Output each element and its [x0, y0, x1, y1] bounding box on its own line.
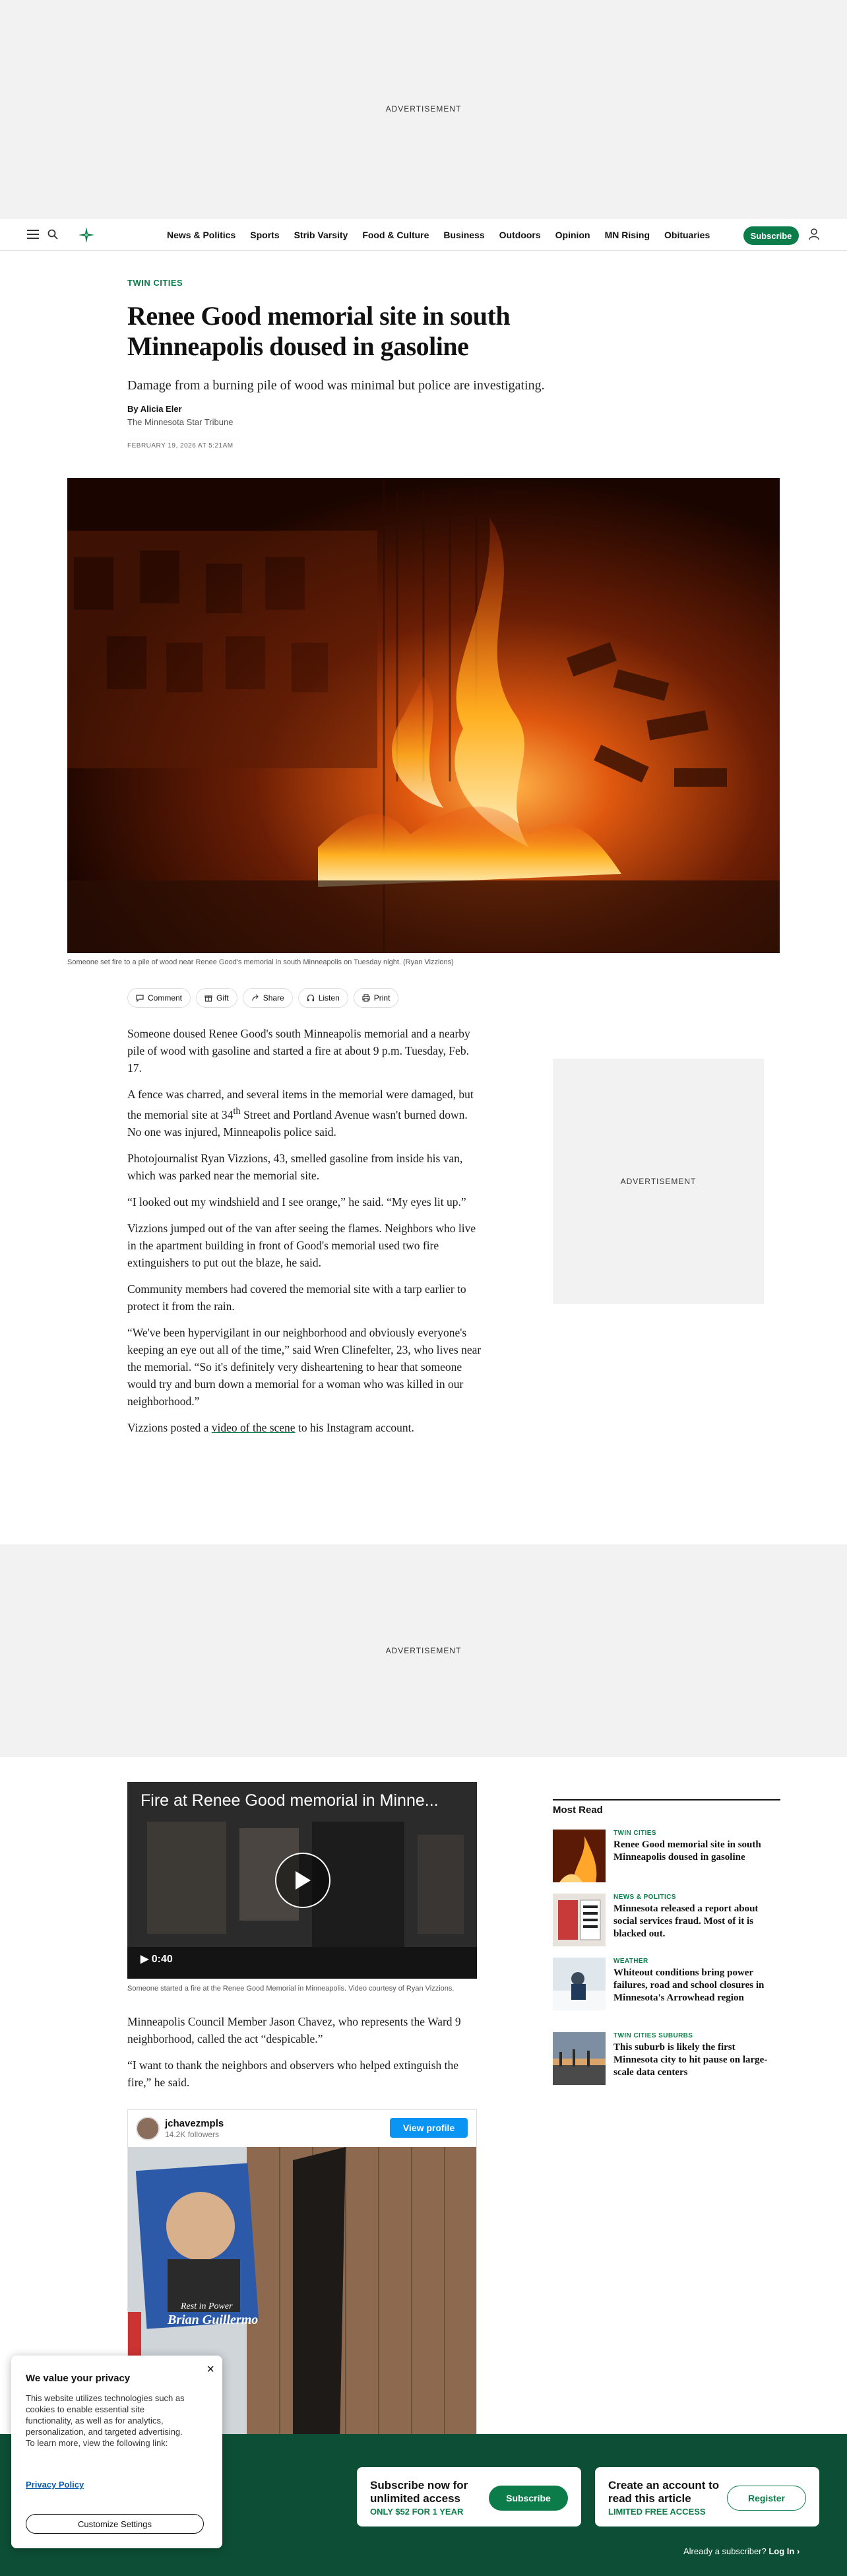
paragraph-text: A fence was charred, and several items in the memorial were damaged, but the memorial site at 34	[127, 1088, 474, 1121]
header-subscribe-button[interactable]: Subscribe	[743, 226, 799, 245]
poster-caption-line-1: Rest in Power	[181, 2301, 233, 2311]
register-card-title: Create an account to read this article	[608, 2479, 720, 2505]
subscribe-card-title: Subscribe now for unlimited access	[370, 2479, 468, 2505]
share-icon	[251, 994, 259, 1002]
article-paragraph: “I looked out my windshield and I see orange,” he said. “My eyes lit up.”	[127, 1195, 466, 1208]
most-read-headline[interactable]: This suburb is likely the first Minnesota city to hit pause on large-scale data centers	[613, 2042, 768, 2078]
user-account-icon[interactable]	[806, 226, 822, 242]
customize-settings-button[interactable]: Customize Settings	[26, 2514, 204, 2534]
video-duration: ▶ 0:40	[141, 1954, 173, 1965]
search-icon[interactable]	[45, 226, 61, 242]
article-paragraph: Photojournalist Ryan Vizzions, 43, smelled gasoline from inside his van, which was parked near the memorial site.	[127, 1151, 463, 1182]
most-read-headline[interactable]: Renee Good memorial site in south Minneapolis doused in gasoline	[613, 1839, 761, 1863]
video-player[interactable]	[127, 1782, 477, 1979]
article-kicker[interactable]: TWIN CITIES	[127, 278, 183, 288]
paragraph-text: to his Instagram account.	[295, 1420, 414, 1434]
most-read-thumbnail[interactable]	[553, 1958, 606, 2010]
ad-label: ADVERTISEMENT	[385, 1646, 462, 1655]
video-of-scene-link[interactable]: video of the scene	[211, 1420, 296, 1434]
byline-author[interactable]: By Alicia Eler	[127, 404, 182, 414]
nav-opinion[interactable]: Opinion	[555, 230, 590, 240]
comment-label: Comment	[148, 993, 183, 1003]
nav-sports[interactable]: Sports	[250, 230, 280, 240]
register-card-sub: LIMITED FREE ACCESS	[608, 2507, 706, 2517]
ad-label: ADVERTISEMENT	[385, 104, 462, 114]
instagram-followers: 14.2K followers	[165, 2130, 220, 2139]
video-caption: Someone started a fire at the Renee Good Memorial in Minneapolis. Video courtesy of Ryan Vizzions.	[127, 1985, 455, 1993]
most-read-title: Most Read	[553, 1804, 603, 1816]
paragraph-text: Vizzions posted a	[127, 1420, 212, 1434]
view-profile-button[interactable]: View profile	[390, 2118, 468, 2138]
mid-advertisement[interactable]	[0, 1544, 847, 1757]
comment-icon	[136, 994, 144, 1002]
most-read-category[interactable]: TWIN CITIES	[613, 1830, 656, 1837]
nav-outdoors[interactable]: Outdoors	[499, 230, 541, 240]
hero-photo-caption: Someone set fire to a pile of wood near Renee Good's memorial in south Minneapolis on Tuesday night. (Ryan Vizzions)	[67, 958, 454, 966]
subscribe-card	[357, 2467, 581, 2526]
most-read-category[interactable]: NEWS & POLITICS	[613, 1894, 676, 1901]
site-header	[0, 218, 847, 251]
share-button[interactable]	[243, 988, 293, 1008]
play-button[interactable]	[275, 1853, 330, 1908]
most-read-thumbnail[interactable]	[553, 1830, 606, 1882]
printer-icon	[362, 994, 370, 1002]
gift-label: Gift	[216, 993, 229, 1003]
article-paragraph: Minneapolis Council Member Jason Chavez, who represents the Ward 9 neighborhood, called the act “despicable.”	[127, 2015, 461, 2045]
article-paragraph	[127, 1419, 484, 1436]
most-read-item[interactable]	[553, 1894, 780, 1946]
ad-label: ADVERTISEMENT	[620, 1177, 697, 1186]
article-paragraph: “We've been hypervigilant in our neighborhood and obviously everyone's keeping an eye out all of the time,” said Wren Clinefelter, 23, who lives near the memorial. “So it's definitely very disheartening to hear that someone would try and burn down a memorial for a woman who was killed in our neighborhood.”	[127, 1325, 482, 1408]
print-label: Print	[373, 993, 391, 1003]
privacy-policy-link[interactable]: Privacy Policy	[26, 2480, 84, 2490]
most-read-headline[interactable]: Minnesota released a report about social services fraud. Most of it is blacked out.	[613, 1903, 759, 1939]
register-button[interactable]: Register	[727, 2486, 806, 2511]
top-advertisement[interactable]	[0, 0, 847, 218]
close-icon[interactable]: ×	[206, 2362, 214, 2377]
listen-button[interactable]	[298, 988, 348, 1008]
article-body	[127, 1025, 484, 1445]
article-headline: Renee Good memorial site in south Minneapolis doused in gasoline	[127, 301, 511, 361]
most-read-item[interactable]	[553, 2032, 780, 2085]
gift-icon	[204, 994, 212, 1002]
subscribe-bar-button[interactable]: Subscribe	[489, 2486, 568, 2511]
headphones-icon	[307, 994, 315, 1002]
poster-caption-line-2: Brian Guillermo	[168, 2313, 259, 2327]
nav-food-culture[interactable]: Food & Culture	[362, 230, 429, 240]
nav-mn-rising[interactable]: MN Rising	[604, 230, 650, 240]
most-read-divider	[553, 1799, 780, 1800]
ordinal-suffix: th	[233, 1106, 241, 1117]
byline-organization: The Minnesota Star Tribune	[127, 417, 234, 427]
most-read-category[interactable]: TWIN CITIES SUBURBS	[613, 2032, 693, 2039]
video-title: Fire at Renee Good memorial in Minne...	[141, 1791, 439, 1810]
listen-label: Listen	[318, 993, 340, 1003]
most-read-item[interactable]	[553, 1958, 780, 2010]
article-paragraph: Community members had covered the memorial site with a tarp earlier to protect it from the rain.	[127, 1282, 466, 1313]
subscribe-card-price: ONLY $52 FOR 1 YEAR	[370, 2507, 464, 2517]
hamburger-menu-icon[interactable]	[25, 226, 41, 242]
article-paragraph	[127, 1086, 484, 1140]
nav-news-politics[interactable]: News & Politics	[167, 230, 236, 240]
article-paragraph: “I want to thank the neighbors and observers who helped extinguish the fire,” he said.	[127, 2059, 459, 2089]
hero-photo	[67, 478, 780, 953]
instagram-handle[interactable]: jchavezmpls	[165, 2118, 224, 2129]
privacy-text: This website utilizes technologies such as cookies to enable essential site functionality, as well as for analytics, personalization, and targeted advertising. To learn more, view the following link:	[26, 2393, 185, 2448]
gift-button[interactable]	[196, 988, 237, 1008]
sidebar-advertisement[interactable]	[553, 1059, 764, 1304]
main-nav	[167, 218, 710, 251]
star-tribune-logo-icon[interactable]	[77, 225, 96, 245]
video-duration-text: 0:40	[151, 1954, 173, 1965]
avatar[interactable]	[136, 2117, 160, 2140]
login-prompt	[683, 2546, 800, 2556]
most-read-thumbnail[interactable]	[553, 1894, 606, 1946]
most-read-headline[interactable]: Whiteout conditions bring power failures, road and school closures in Minnesota's Arrowhead region	[613, 1967, 765, 2003]
nav-obituaries[interactable]: Obituaries	[664, 230, 710, 240]
print-button[interactable]	[354, 988, 399, 1008]
article-dek: Damage from a burning pile of wood was minimal but police are investigating.	[127, 378, 545, 393]
play-icon	[294, 1870, 311, 1890]
most-read-thumbnail[interactable]	[553, 2032, 606, 2085]
article-actions	[127, 988, 398, 1008]
privacy-title: We value your privacy	[26, 2373, 131, 2384]
most-read-item[interactable]	[553, 1830, 780, 1882]
nav-business[interactable]: Business	[443, 230, 485, 240]
nav-strib-varsity[interactable]: Strib Varsity	[294, 230, 348, 240]
comment-button[interactable]	[127, 988, 191, 1008]
article-paragraph: Someone doused Renee Good's south Minneapolis memorial and a nearby pile of wood with gasoline and started a fire at about 9 p.m. Tuesday, Feb. 17.	[127, 1027, 470, 1074]
share-label: Share	[263, 993, 284, 1003]
article-paragraph: Vizzions jumped out of the van after seeing the flames. Neighbors who live in the apartment building in front of Good's memorial used two fire extinguishers to put out the blaze, he said.	[127, 1221, 476, 1269]
login-prompt-text: Already a subscriber?	[683, 2546, 767, 2556]
privacy-dialog	[11, 2356, 222, 2548]
register-card	[595, 2467, 819, 2526]
publish-date: FEBRUARY 19, 2026 AT 5:21AM	[127, 442, 234, 449]
most-read-category[interactable]: WEATHER	[613, 1958, 648, 1965]
article-body-continued	[127, 2013, 477, 2100]
paragraph-text: Street and Portland Avenue wasn't burned down. No one was injured, Minneapolis police said.	[127, 1107, 468, 1139]
login-link[interactable]: Log In ›	[769, 2546, 800, 2556]
